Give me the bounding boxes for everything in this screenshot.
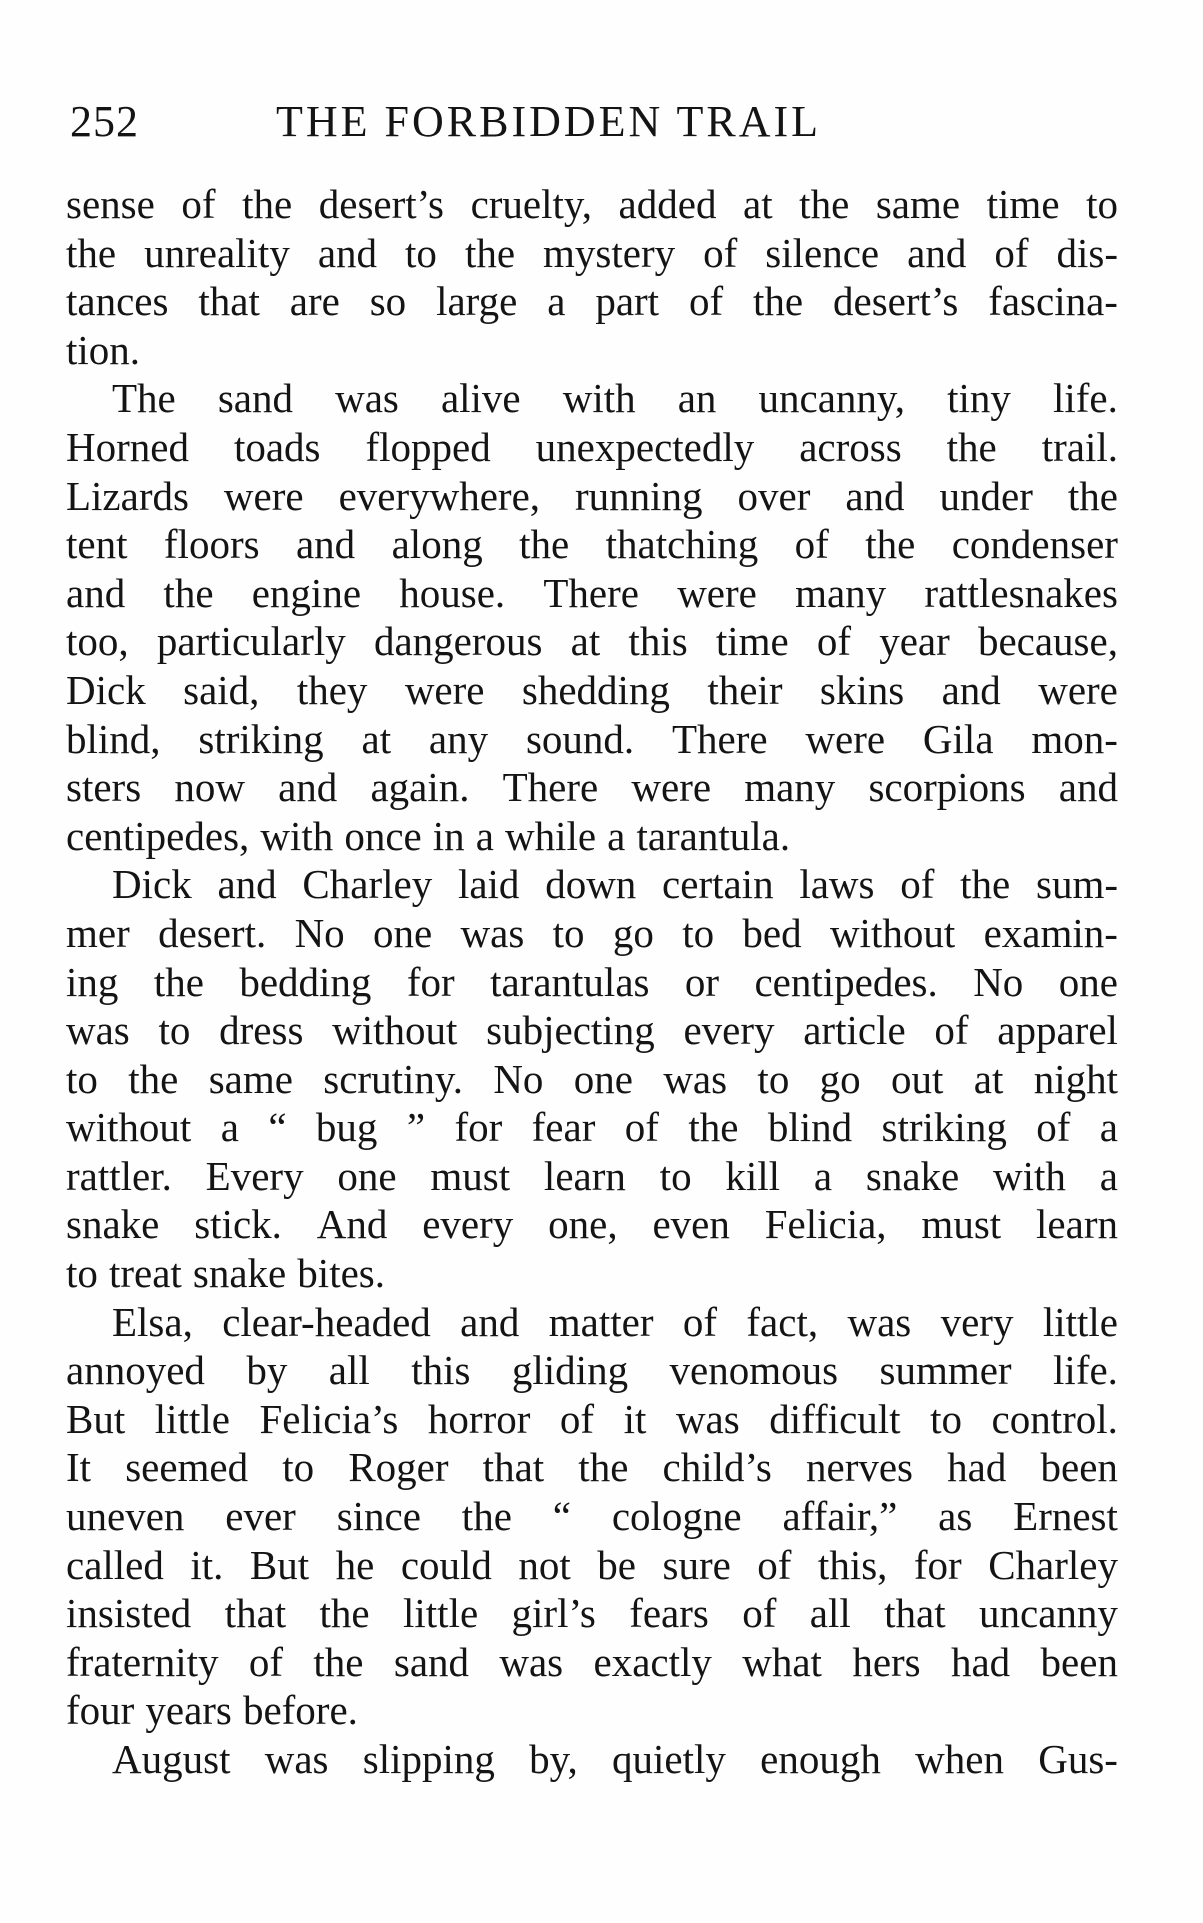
text-line: mer desert. No one was to go to bed without examin-: [66, 909, 1118, 956]
text-line: to the same scrutiny. No one was to go out at night: [66, 1055, 1118, 1102]
text-line: called it. But he could not be sure of this, for Charley: [66, 1541, 1118, 1588]
text-line: uneven ever since the “ cologne affair,” as Ernest: [66, 1493, 1118, 1540]
text-line: August was slipping by, quietly enough when Gus-: [112, 1736, 1118, 1782]
text-line: snake stick. And every one, even Felicia, must learn: [66, 1201, 1118, 1248]
text-line: But little Felicia’s horror of it was difficult to control.: [66, 1395, 1118, 1442]
text-line: It seemed to Roger that the child’s nerves had been: [66, 1444, 1118, 1491]
paragraph: [66, 374, 1118, 860]
paragraph: [66, 180, 1118, 374]
paragraph: [66, 860, 1118, 1297]
text-line: insisted that the little girl’s fears of all that uncanny: [66, 1590, 1118, 1637]
text-line: tent floors and along the thatching of the condenser: [66, 521, 1118, 568]
text-line: ing the bedding for tarantulas or centipedes. No one: [66, 958, 1118, 1005]
text-line: tion.: [66, 326, 141, 373]
text-line: Elsa, clear-headed and matter of fact, was very little: [112, 1298, 1118, 1345]
text-line: Dick said, they were shedding their skins and were: [66, 666, 1118, 713]
text-line: sense of the desert’s cruelty, added at the same time to: [66, 181, 1118, 227]
text-line: rattler. Every one must learn to kill a snake with a: [66, 1152, 1118, 1199]
paragraph: [66, 1298, 1118, 1735]
text-line: fraternity of the sand was exactly what hers had been: [66, 1638, 1118, 1685]
text-line: Dick and Charley laid down certain laws of the sum-: [112, 861, 1118, 908]
text-line: too, particularly dangerous at this time of year because,: [66, 618, 1118, 665]
text-line: sters now and again. There were many scorpions and: [66, 764, 1118, 811]
text-line: four years before.: [66, 1687, 358, 1734]
text-line: without a “ bug ” for fear of the blind striking of a: [66, 1104, 1118, 1151]
text-line: to treat snake bites.: [66, 1250, 385, 1297]
book-title: THE FORBIDDEN TRAIL: [276, 97, 822, 146]
text-line: Lizards were everywhere, running over and under the: [66, 472, 1118, 519]
body-text: [66, 180, 1118, 1784]
text-line: annoyed by all this gliding venomous summer life.: [66, 1347, 1118, 1394]
text-line: centipedes, with once in a while a tarantula.: [66, 812, 791, 859]
text-line: The sand was alive with an uncanny, tiny life.: [112, 375, 1118, 422]
page-number: 252: [70, 97, 139, 146]
text-line: tances that are so large a part of the desert’s fascina-: [66, 278, 1118, 325]
text-line: the unreality and to the mystery of silence and of dis-: [66, 229, 1118, 276]
text-line: Horned toads flopped unexpectedly across the trail.: [66, 423, 1118, 470]
text-line: and the engine house. There were many rattlesnakes: [66, 569, 1118, 616]
text-line: was to dress without subjecting every article of apparel: [66, 1007, 1118, 1054]
text-line: blind, striking at any sound. There were Gila mon-: [66, 715, 1118, 762]
running-head: [70, 92, 1120, 152]
paragraph: [66, 1735, 1118, 1784]
